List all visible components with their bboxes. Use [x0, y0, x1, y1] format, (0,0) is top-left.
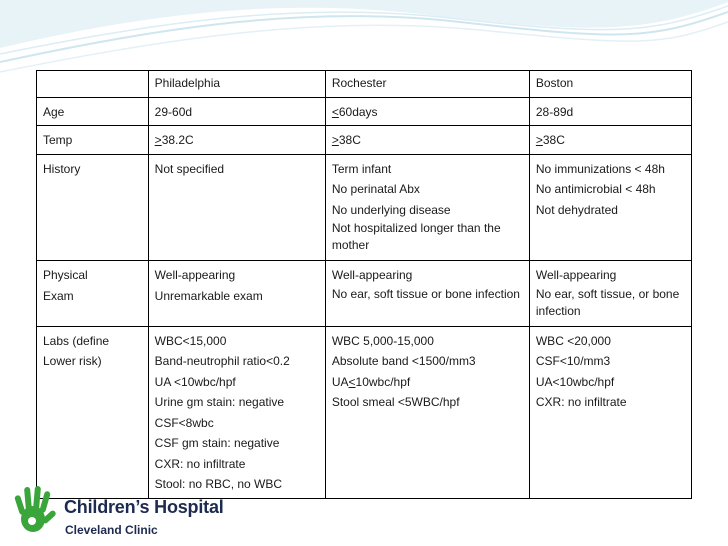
row-label-cell — [37, 97, 149, 126]
cell-line: >38C — [331, 133, 361, 147]
row-label: Age — [43, 104, 65, 119]
cell-line: CXR: no infiltrate — [535, 395, 627, 409]
cell-line: Term infant — [331, 161, 392, 176]
header-rochester: Rochester — [325, 71, 529, 98]
rochester-cell — [325, 97, 529, 126]
header-blank-cell — [37, 71, 149, 98]
row-label-cell — [37, 126, 149, 155]
row-label-cell — [37, 154, 149, 261]
cell-line: Urine gm stain: negative — [154, 395, 285, 409]
row-label-cell — [37, 261, 149, 327]
cell-line: Unremarkable exam — [154, 288, 263, 303]
criteria-table — [36, 70, 692, 499]
cell-line: WBC <20,000 — [535, 333, 611, 348]
underlined-operator: < — [348, 374, 356, 389]
cell-line: CSF gm stain: negative — [154, 436, 280, 450]
philadelphia-cell — [148, 126, 325, 155]
row-label: Labs (define — [43, 333, 110, 348]
cell-line: No immunizations < 48h — [535, 161, 665, 176]
boston-cell — [529, 326, 691, 498]
cell-line: Stool: no RBC, no WBC — [154, 477, 283, 491]
rochester-cell — [325, 126, 529, 155]
table-row-temp — [37, 126, 692, 155]
rochester-cell — [325, 326, 529, 498]
boston-cell — [529, 261, 691, 327]
cell-line: <60days — [331, 104, 378, 119]
row-label: Temp — [43, 133, 73, 147]
table-header-row — [37, 71, 692, 98]
logo-subtitle: Cleveland Clinic — [65, 523, 158, 537]
underlined-operator: > — [331, 133, 339, 147]
header-boston: Boston — [529, 71, 691, 98]
cell-line: >38.2C — [154, 133, 194, 147]
cell-line: No antimicrobial < 48h — [535, 182, 656, 196]
cell-line: UA <10wbc/hpf — [154, 374, 236, 389]
cell-line: Absolute band <1500/mm3 — [331, 354, 476, 368]
cell-line: WBC 5,000-15,000 — [331, 333, 434, 348]
philadelphia-cell — [148, 97, 325, 126]
cell-line: No ear, soft tissue or bone infection — [331, 286, 520, 301]
table-row-labs — [37, 326, 692, 498]
table-row-history — [37, 154, 692, 261]
underlined-operator: > — [154, 133, 162, 147]
cell-line: CSF<8wbc — [154, 415, 214, 430]
boston-cell — [529, 126, 691, 155]
cell-line: No ear, soft tissue, or bone infection — [535, 286, 680, 318]
cell-line: Band-neutrophil ratio<0.2 — [154, 354, 290, 368]
table-row-physical-exam — [37, 261, 692, 327]
cell-line: Not dehydrated — [535, 202, 618, 217]
hand-print-icon — [8, 485, 58, 537]
cell-line: No perinatal Abx — [331, 182, 420, 196]
cell-line: Well-appearing — [535, 268, 617, 282]
underlined-operator: < — [331, 104, 339, 119]
cell-line: Well-appearing — [331, 268, 413, 282]
childrens-hospital-logo — [8, 485, 268, 543]
philadelphia-cell — [148, 326, 325, 498]
row-label-cell — [37, 326, 149, 498]
cell-line: CXR: no infiltrate — [154, 456, 246, 471]
cell-line: 28-89d — [535, 104, 574, 119]
cell-line: CSF<10/mm3 — [535, 354, 611, 368]
cell-line: WBC<15,000 — [154, 333, 227, 348]
cell-line: UA<10wbc/hpf — [331, 374, 411, 389]
underlined-operator: > — [535, 133, 543, 147]
header-philadelphia: Philadelphia — [148, 71, 325, 98]
rochester-cell — [325, 261, 529, 327]
row-label: Physical — [43, 268, 88, 282]
boston-cell — [529, 97, 691, 126]
cell-line: UA<10wbc/hpf — [535, 374, 615, 389]
cell-line: Stool smeal <5WBC/hpf — [331, 395, 460, 409]
row-label: Lower risk) — [43, 354, 102, 368]
cell-line: Not hospitalized longer than the mother — [331, 221, 501, 252]
rochester-cell — [325, 154, 529, 261]
cell-line: No underlying disease — [331, 202, 451, 217]
cell-line: Well-appearing — [154, 268, 236, 282]
philadelphia-cell — [148, 154, 325, 261]
boston-cell — [529, 154, 691, 261]
logo-title: Children’s Hospital — [64, 497, 224, 517]
philadelphia-cell — [148, 261, 325, 327]
cell-line: 29-60d — [154, 104, 193, 119]
table-row-age — [37, 97, 692, 126]
row-label: Exam — [43, 288, 74, 303]
cell-line: Not specified — [154, 161, 225, 176]
cell-line: >38C — [535, 133, 565, 147]
row-label: History — [43, 161, 81, 176]
